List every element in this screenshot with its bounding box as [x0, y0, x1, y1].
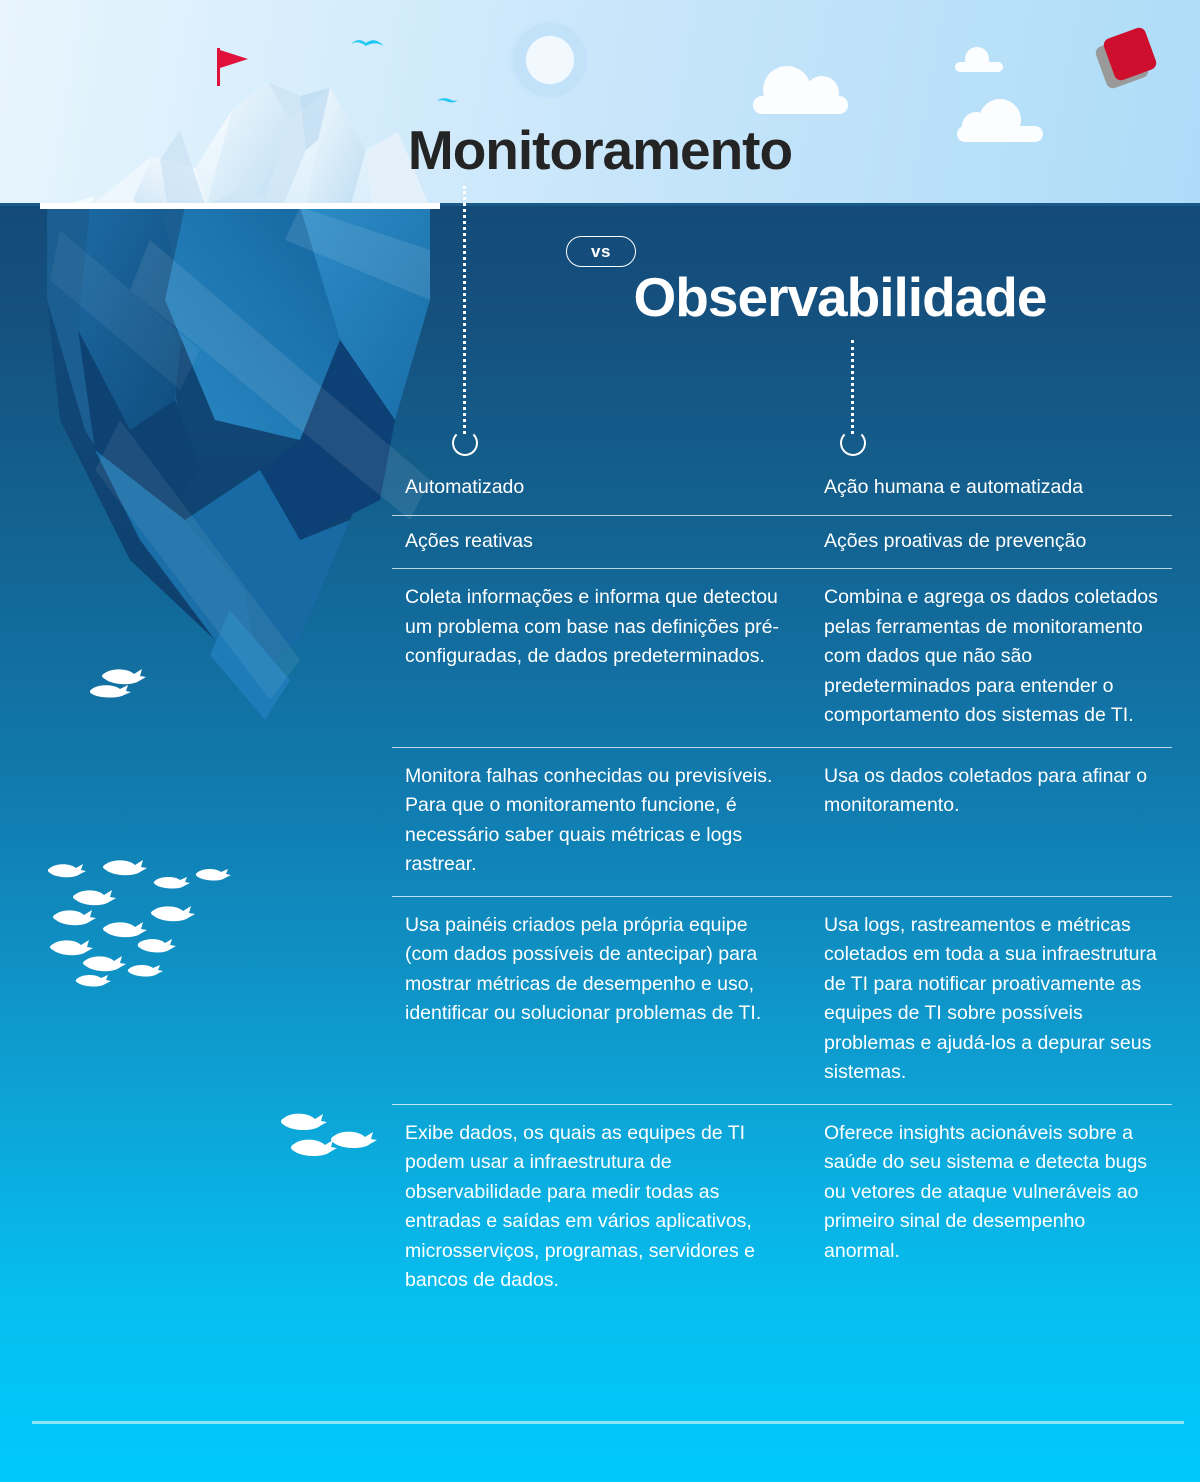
connector-line-left	[463, 186, 469, 434]
cell-monitoring: Ações reativas	[405, 529, 533, 552]
cell-observability: Usa os dados coletados para afinar o monitoramento.	[824, 764, 1148, 816]
cloud-large-icon	[753, 96, 848, 114]
sun-icon	[508, 18, 592, 102]
vs-badge: vs	[566, 236, 636, 267]
cell-monitoring: Automatizado	[405, 476, 525, 498]
footer-divider	[32, 1421, 1184, 1424]
cell-observability: Ações proativas de prevenção	[824, 529, 1087, 552]
cell-observability: Ação humana e automatizada	[824, 476, 1084, 498]
table-row	[392, 462, 1172, 515]
cell-observability: Usa logs, rastreamentos e métricas coletados em toda a sua infraestrutura de TI para notificar proativamente as equipes de TI sobre possíveis problemas e ajudá-los a depurar seus sistemas.	[824, 913, 1157, 1083]
cell-monitoring: Monitora falhas conhecidas ou previsíveis. Para que o monitoramento funcione, é necessário saber quais métricas e logs rastrear.	[405, 764, 773, 875]
connector-hook-left	[452, 430, 478, 456]
page-title-monitoring: Monitoramento	[407, 119, 793, 181]
table-row	[392, 747, 1172, 896]
summit-flag-icon	[217, 48, 248, 86]
table-row	[392, 515, 1172, 569]
cell-observability: Combina e agrega os dados coletados pelas ferramentas de monitoramento com dados que não são predeterminados para entender o comportamento dos sistemas de TI.	[824, 586, 1158, 726]
page-title-observability: Observabilidade	[633, 266, 1047, 328]
cell-monitoring: Usa painéis criados pela própria equipe (com dados possíveis de antecipar) para mostrar métricas de desempenho e uso, identificar ou solucionar problemas de TI.	[405, 913, 762, 1024]
fish-school-left-icon	[48, 858, 248, 988]
fish-trio-lower-icon	[272, 1108, 382, 1168]
cloud-small-icon	[955, 62, 1003, 72]
fish-pair-upper-icon	[90, 665, 160, 705]
cell-monitoring: Coleta informações e informa que detectou um problema com base nas definições pré-configuradas, de dados predeterminados.	[405, 586, 779, 667]
cell-observability: Oferece insights acionáveis sobre a saúde do seu sistema e detecta bugs ou vetores de ataque vulneráveis ao primeiro sinal de desempenho anormal.	[824, 1121, 1148, 1262]
table-row	[392, 896, 1172, 1104]
table-row	[392, 568, 1172, 747]
cell-monitoring: Exibe dados, os quais as equipes de TI podem usar a infraestrutura de observabilidade para medir todas as entradas e saídas em vários aplicativos, microsserviços, programas, servidores e bancos de dados.	[405, 1121, 756, 1291]
connector-line-right	[851, 340, 857, 434]
red-cube-icon	[1108, 32, 1152, 76]
comparison-table	[392, 462, 1172, 1312]
connector-hook-right	[840, 430, 866, 456]
table-row	[392, 1104, 1172, 1312]
